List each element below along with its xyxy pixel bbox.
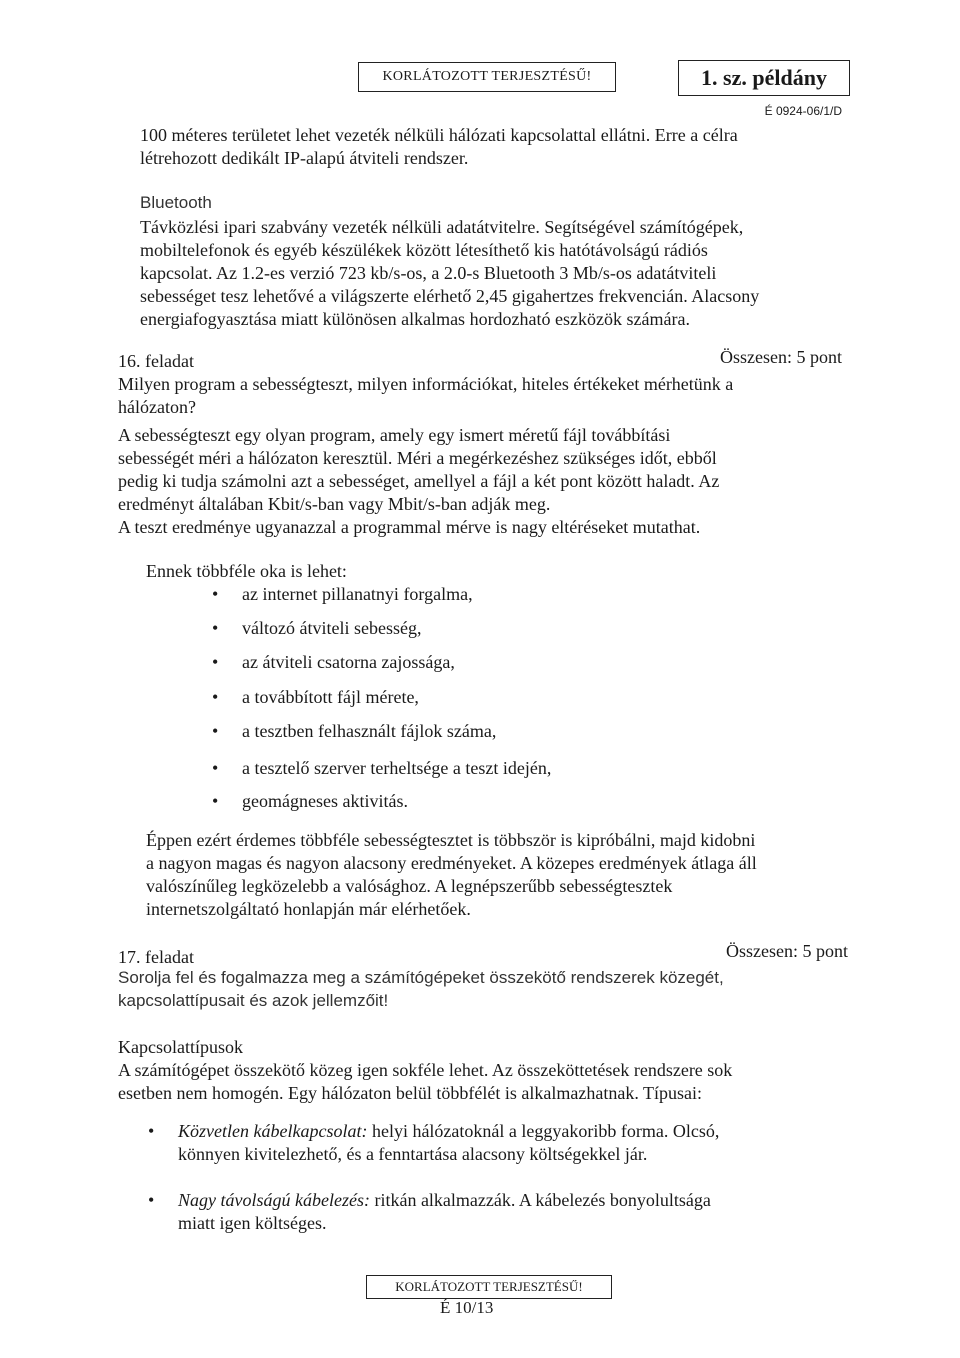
bullet-dot-icon: •: [212, 687, 219, 707]
bullet-dot-icon: •: [148, 1121, 155, 1141]
reason-item: • az internet pillanatnyi forgalma,: [212, 584, 473, 604]
bluetooth-line-4: sebességet tesz lehetővé a világszerte elérhető 2,45 gigahertzes frekvencián. Alacsony: [140, 286, 760, 306]
reason-item: • a tesztben felhasznált fájlok száma,: [212, 721, 497, 741]
document-id: É 0924-06/1/D: [764, 104, 842, 118]
reason-item: • a tesztelő szerver terheltsége a teszt idején,: [212, 758, 552, 778]
task-17-label: 17. feladat: [118, 947, 194, 967]
task-16-question-line-2: hálózaton?: [118, 397, 196, 417]
bluetooth-line-1: Távközlési ipari szabvány vezeték nélküli adatátvitelre. Segítségével számítógépek,: [140, 217, 744, 237]
bullet-dot-icon: •: [212, 791, 219, 811]
bluetooth-line-5: energiafogyasztása miatt különösen alkalmas hordozható eszközök számára.: [140, 309, 690, 329]
connection-type-desc: könnyen kivitelezhető, és a fenntartása alacsony költségekkel jár.: [178, 1144, 648, 1164]
task-17-points: Összesen: 5 pont: [726, 941, 848, 961]
task-16-answer-line-1: A sebességteszt egy olyan program, amely egy ismert méretű fájl továbbítási: [118, 425, 671, 445]
section-text-line-2: esetben nem homogén. Egy hálózaton belül többfélét is alkalmazhatnak. Típusai:: [118, 1083, 702, 1103]
bluetooth-line-2: mobiltelefonok és egyéb készülékek között létesíthető kis hatótávolságú rádiós: [140, 240, 708, 260]
connection-type-item: • Közvetlen kábelkapcsolat: helyi hálózatoknál a leggyakoribb forma. Olcsó,: [148, 1121, 720, 1141]
reason-item: • változó átviteli sebesség,: [212, 618, 422, 638]
connection-type-item: • Nagy távolságú kábelezés: ritkán alkalmazzák. A kábelezés bonyolultsága: [148, 1190, 711, 1210]
task-16-question-line-1: Milyen program a sebességteszt, milyen információkat, hiteles értékeket mérhetünk a: [118, 374, 734, 394]
task-16-label: 16. feladat: [118, 351, 194, 371]
closing-line-4: internetszolgáltató honlapján már elérhetőek.: [146, 899, 471, 919]
restricted-stamp: KORLÁTOZOTT TERJESZTÉSŰ!: [358, 62, 616, 92]
intro-line-1: 100 méteres területet lehet vezeték nélküli hálózati kapcsolattal ellátni. Erre a célra: [140, 125, 738, 145]
closing-line-2: a nagyon magas és nagyon alacsony eredményeket. A közepes eredmények átlaga áll: [146, 853, 757, 873]
task-16-points: Összesen: 5 pont: [720, 347, 842, 367]
footer-restricted-stamp: KORLÁTOZOTT TERJESZTÉSŰ!: [366, 1275, 612, 1299]
closing-line-1: Éppen ezért érdemes többféle sebességtesztet is többször is kipróbálni, majd kidobni: [146, 830, 756, 850]
task-17-question-line-2: kapcsolattípusait és azok jellemzőit!: [118, 991, 389, 1010]
task-16-answer-line-3: pedig ki tudja számolni azt a sebességet, amellyel a fájl a két pont között haladt. Az: [118, 471, 720, 491]
bullet-dot-icon: •: [212, 584, 219, 604]
task-16-answer-line-5: A teszt eredménye ugyanazzal a programmal mérve is nagy eltéréseket mutathat.: [118, 517, 701, 537]
bluetooth-heading: Bluetooth: [140, 193, 212, 212]
section-text-line-1: A számítógépet összekötő közeg igen sokféle lehet. Az összeköttetések rendszere sok: [118, 1060, 733, 1080]
page-number: É 10/13: [440, 1298, 494, 1317]
task-16-answer-line-4: eredményt általában Kbit/s-ban vagy Mbit/s-ban adják meg.: [118, 494, 551, 514]
reason-item: • geomágneses aktivitás.: [212, 791, 408, 811]
task-16-answer-line-2: sebességét méri a hálózaton keresztül. Méri a megérkezéshez szükséges időt, ebből: [118, 448, 717, 468]
section-title: Kapcsolattípusok: [118, 1037, 243, 1057]
bullet-dot-icon: •: [212, 618, 219, 638]
bullet-dot-icon: •: [148, 1190, 155, 1210]
reasons-intro: Ennek többféle oka is lehet:: [146, 561, 347, 581]
closing-line-3: valószínűleg legközelebb a valósághoz. A legnépszerűbb sebességtesztek: [146, 876, 673, 896]
bullet-dot-icon: •: [212, 758, 219, 778]
connection-type-desc: miatt igen költséges.: [178, 1213, 327, 1233]
bullet-dot-icon: •: [212, 652, 219, 672]
bullet-dot-icon: •: [212, 721, 219, 741]
reason-item: • az átviteli csatorna zajossága,: [212, 652, 455, 672]
bluetooth-line-3: kapcsolat. Az 1.2-es verzió 723 kb/s-os, a 2.0-s Bluetooth 3 Mb/s-os adatátviteli: [140, 263, 717, 283]
copy-number-box: 1. sz. példány: [678, 60, 850, 96]
task-17-question-line-1: Sorolja fel és fogalmazza meg a számítógépeket összekötő rendszerek közegét,: [118, 968, 724, 987]
reason-item: • a továbbított fájl mérete,: [212, 687, 419, 707]
intro-line-2: létrehozott dedikált IP-alapú átviteli rendszer.: [140, 148, 469, 168]
